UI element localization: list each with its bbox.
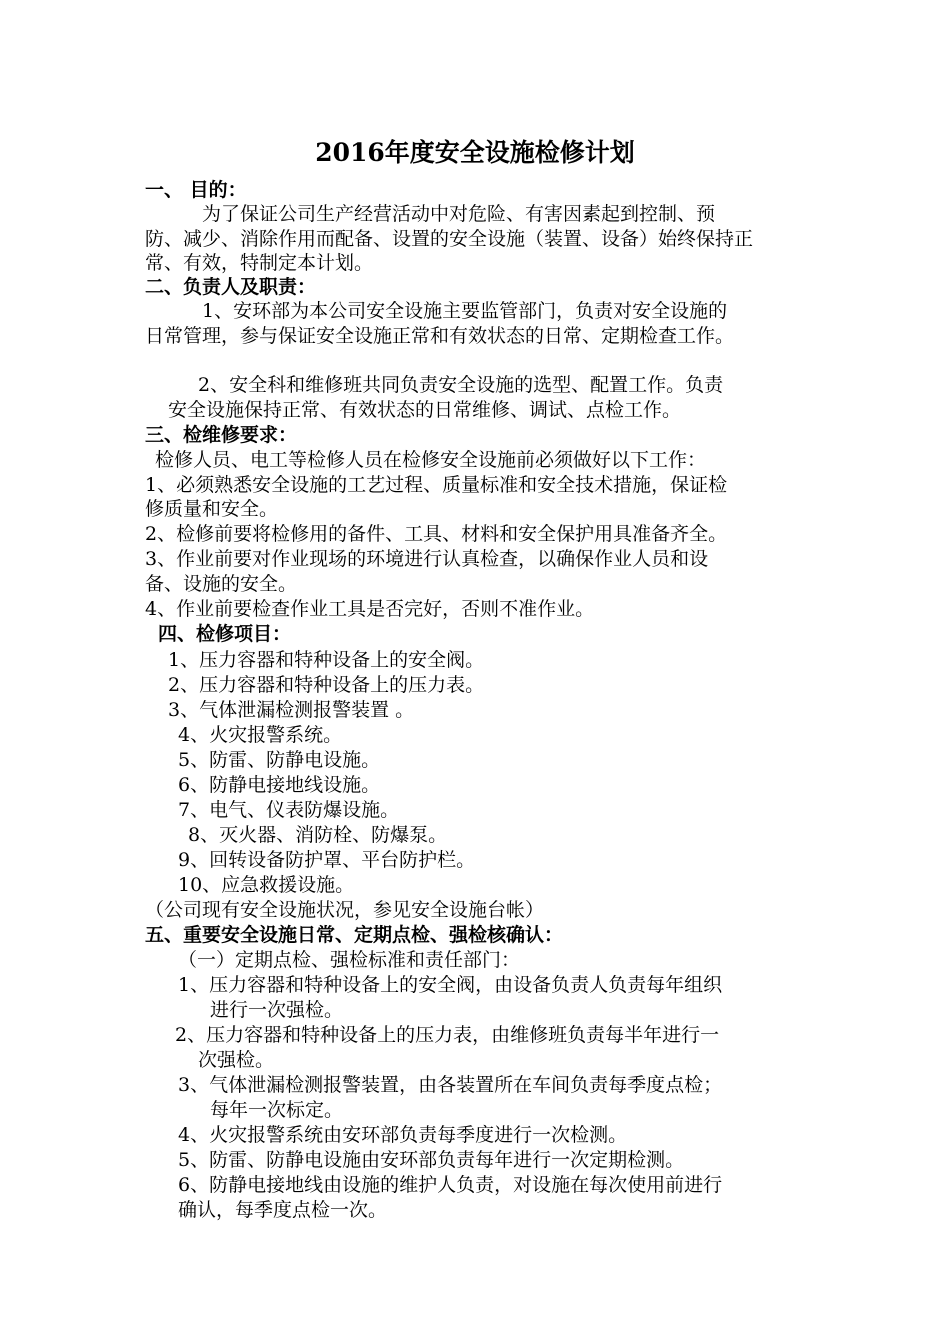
list-item: 7、电气、仪表防爆设施。 [178,799,400,821]
section-2-line: 1、安环部为本公司安全设施主要监管部门，负责对安全设施的 [202,300,728,322]
section-3-line: 修质量和安全。 [145,498,279,520]
list-item: 1、压力容器和特种设备上的安全阀。 [168,649,485,671]
section-3-line: 4、作业前要检查作业工具是否完好，否则不准作业。 [145,598,595,620]
section-5-line: 每年一次标定。 [210,1099,344,1121]
section-2-line: 安全设施保持正常、有效状态的日常维修、调试、点检工作。 [168,399,682,421]
section-3-line: 检修人员、电工等检修人员在检修安全设施前必须做好以下工作： [155,449,707,471]
section-2-line: 2、安全科和维修班共同负责安全设施的选型、配置工作。负责 [198,374,724,396]
section-3-line: 2、检修前要将检修用的备件、工具、材料和安全保护用具准备齐全。 [145,523,728,545]
list-item: 3、气体泄漏检测报警装置 。 [168,699,415,721]
section-1-line: 防、减少、消除作用而配备、设置的安全设施（装置、设备）始终保持正 [145,228,754,250]
section-3-line: 1、必须熟悉安全设施的工艺过程、质量标准和安全技术措施，保证检 [145,474,728,496]
section-5-line: 2、压力容器和特种设备上的压力表，由维修班负责每半年进行一 [175,1024,720,1046]
section-5-subheading: （一）定期点检、强检标准和责任部门： [178,949,521,971]
section-5-line: 5、防雷、防静电设施由安环部负责每年进行一次定期检测。 [178,1149,685,1171]
list-item: 4、火灾报警系统。 [178,724,343,746]
section-5-line: 进行一次强检。 [210,999,344,1021]
section-5-line: 4、火灾报警系统由安环部负责每季度进行一次检测。 [178,1124,628,1146]
section-2-heading: 二、负责人及职责： [145,276,317,298]
section-5-line: 1、压力容器和特种设备上的安全阀，由设备负责人负责每年组织 [178,974,723,996]
section-1-line: 为了保证公司生产经营活动中对危险、有害因素起到控制、预 [202,203,716,225]
section-5-line: 3、气体泄漏检测报警装置，由各装置所在车间负责每季度点检； [178,1074,723,1096]
section-5-heading: 五、重要安全设施日常、定期点检、强检核确认： [145,924,564,946]
section-3-line: 3、作业前要对作业现场的环境进行认真检查，以确保作业人员和设 [145,548,709,570]
section-4-heading: 四、检修项目： [158,623,292,645]
list-item: 9、回转设备防护罩、平台防护栏。 [178,849,476,871]
section-3-line: 备、设施的安全。 [145,573,298,595]
section-1-heading: 一、 目的： [145,179,247,201]
list-item: 2、压力容器和特种设备上的压力表。 [168,674,485,696]
list-item: 8、灭火器、消防栓、防爆泵。 [188,824,448,846]
section-5-line: 6、防静电接地线由设施的维护人负责，对设施在每次使用前进行 [178,1174,723,1196]
list-item: 5、防雷、防静电设施。 [178,749,381,771]
list-item: 10、应急救援设施。 [178,874,355,896]
section-3-heading: 三、检维修要求： [145,424,298,446]
section-2-line: 日常管理，参与保证安全设施正常和有效状态的日常、定期检查工作。 [145,325,735,347]
document-title: 2016年度安全设施检修计划 [315,138,635,167]
section-1-line: 常、有效，特制定本计划。 [145,252,374,274]
list-item: 6、防静电接地线设施。 [178,774,381,796]
section-5-line: 次强检。 [198,1049,275,1071]
section-5-line: 确认，每季度点检一次。 [178,1199,388,1221]
section-4-note: （公司现有安全设施状况，参见安全设施台帐） [145,899,545,921]
